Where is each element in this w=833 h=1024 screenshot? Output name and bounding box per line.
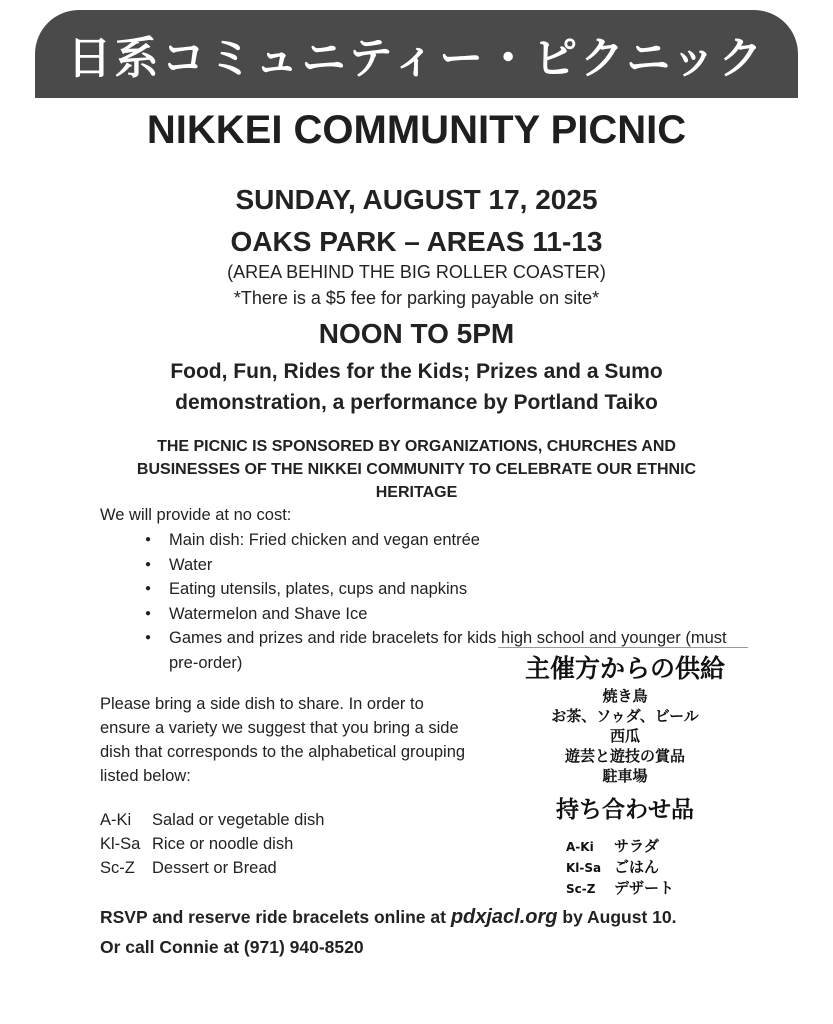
- list-item: ● Eating utensils, plates, cups and napkins: [145, 577, 759, 602]
- rsvp-pre: RSVP and reserve ride bracelets online at: [100, 907, 451, 927]
- divider: [498, 647, 748, 648]
- japanese-section: [500, 652, 750, 899]
- jp-group-dish: ごはん: [614, 858, 660, 876]
- jp-provide-item: 駐車場: [602, 767, 648, 785]
- group-dish: Rice or noodle dish: [152, 835, 294, 853]
- side-dish-intro: Please bring a side dish to share. In order to ensure a variety we suggest that you bring a side dish that corresponds to the alphabetical grouping listed below:: [100, 695, 466, 785]
- activities-body: Food, Fun, Rides for the Kids; Prizes and a Sumo demonstration, a performance by Portland Taiko: [170, 360, 663, 414]
- jp-group-code: A-Ki: [566, 840, 594, 854]
- page-title: NIKKEI COMMUNITY PICNIC: [146, 108, 687, 152]
- activities-text: [0, 356, 833, 418]
- jp-provide-heading: 主催方からの供給: [524, 654, 725, 683]
- rsvp-text: [100, 902, 700, 962]
- jp-bring-heading: 持ち合わせ品: [556, 796, 694, 823]
- event-time: NOON TO 5PM: [318, 318, 515, 349]
- provide-label: We will provide at no cost:: [100, 506, 292, 524]
- parking-note: *There is a $5 fee for parking payable on site*: [233, 288, 600, 308]
- area-note: (AREA BEHIND THE BIG ROLLER COASTER): [227, 262, 606, 282]
- rsvp-post: by August 10. Or call Connie at (971) 940-8520: [100, 907, 677, 957]
- side-dish-groups: [100, 808, 324, 880]
- jp-provide-item: 西瓜: [609, 727, 640, 745]
- group-dish: Dessert or Bread: [152, 859, 277, 877]
- jp-provide-item: 焼き鳥: [602, 687, 648, 705]
- list-item: ● Watermelon and Shave Ice: [145, 602, 759, 627]
- group-row: [100, 832, 324, 856]
- jp-group-row: [500, 878, 750, 899]
- list-item: ● Games and prizes and ride bracelets for kids high school and younger (must pre-order): [145, 626, 759, 675]
- group-code: Sc-Z: [100, 859, 135, 877]
- sponsor-body: THE PICNIC IS SPONSORED BY ORGANIZATIONS, CHURCHES AND BUSINESSES OF THE NIKKEI COMMUNITY TO CELEBRATE OUR ETHNIC HERITAGE: [136, 438, 697, 501]
- group-row: [100, 808, 324, 832]
- event-date: SUNDAY, AUGUST 17, 2025: [235, 184, 598, 215]
- group-dish: Salad or vegetable dish: [152, 811, 325, 829]
- banner-title-japanese: 日系コミュニティー・ピクニック: [67, 33, 766, 84]
- list-item: ● Main dish: Fried chicken and vegan entrée: [145, 528, 759, 553]
- jp-group-row: [500, 857, 750, 878]
- jp-group-row: [500, 836, 750, 857]
- jp-groups: [500, 836, 750, 899]
- jp-provide-item: お茶、ソゥダ、ビール: [551, 707, 699, 725]
- list-item: ● Water: [145, 553, 759, 578]
- jp-provide-item: 遊芸と遊技の賞品: [564, 747, 685, 765]
- group-row: [100, 856, 324, 880]
- jp-group-dish: サラダ: [614, 837, 659, 855]
- group-code: Kl-Sa: [100, 835, 141, 853]
- title-banner: [35, 10, 798, 98]
- jp-group-code: Kl-Sa: [566, 861, 602, 875]
- sponsor-statement: [0, 435, 833, 504]
- group-code: A-Ki: [100, 811, 132, 829]
- jp-group-code: Sc-Z: [566, 882, 596, 896]
- jp-group-dish: デザート: [614, 879, 675, 897]
- rsvp-url-link[interactable]: pdxjacl.org: [450, 906, 558, 928]
- event-location: OAKS PARK – AREAS 11-13: [230, 226, 603, 257]
